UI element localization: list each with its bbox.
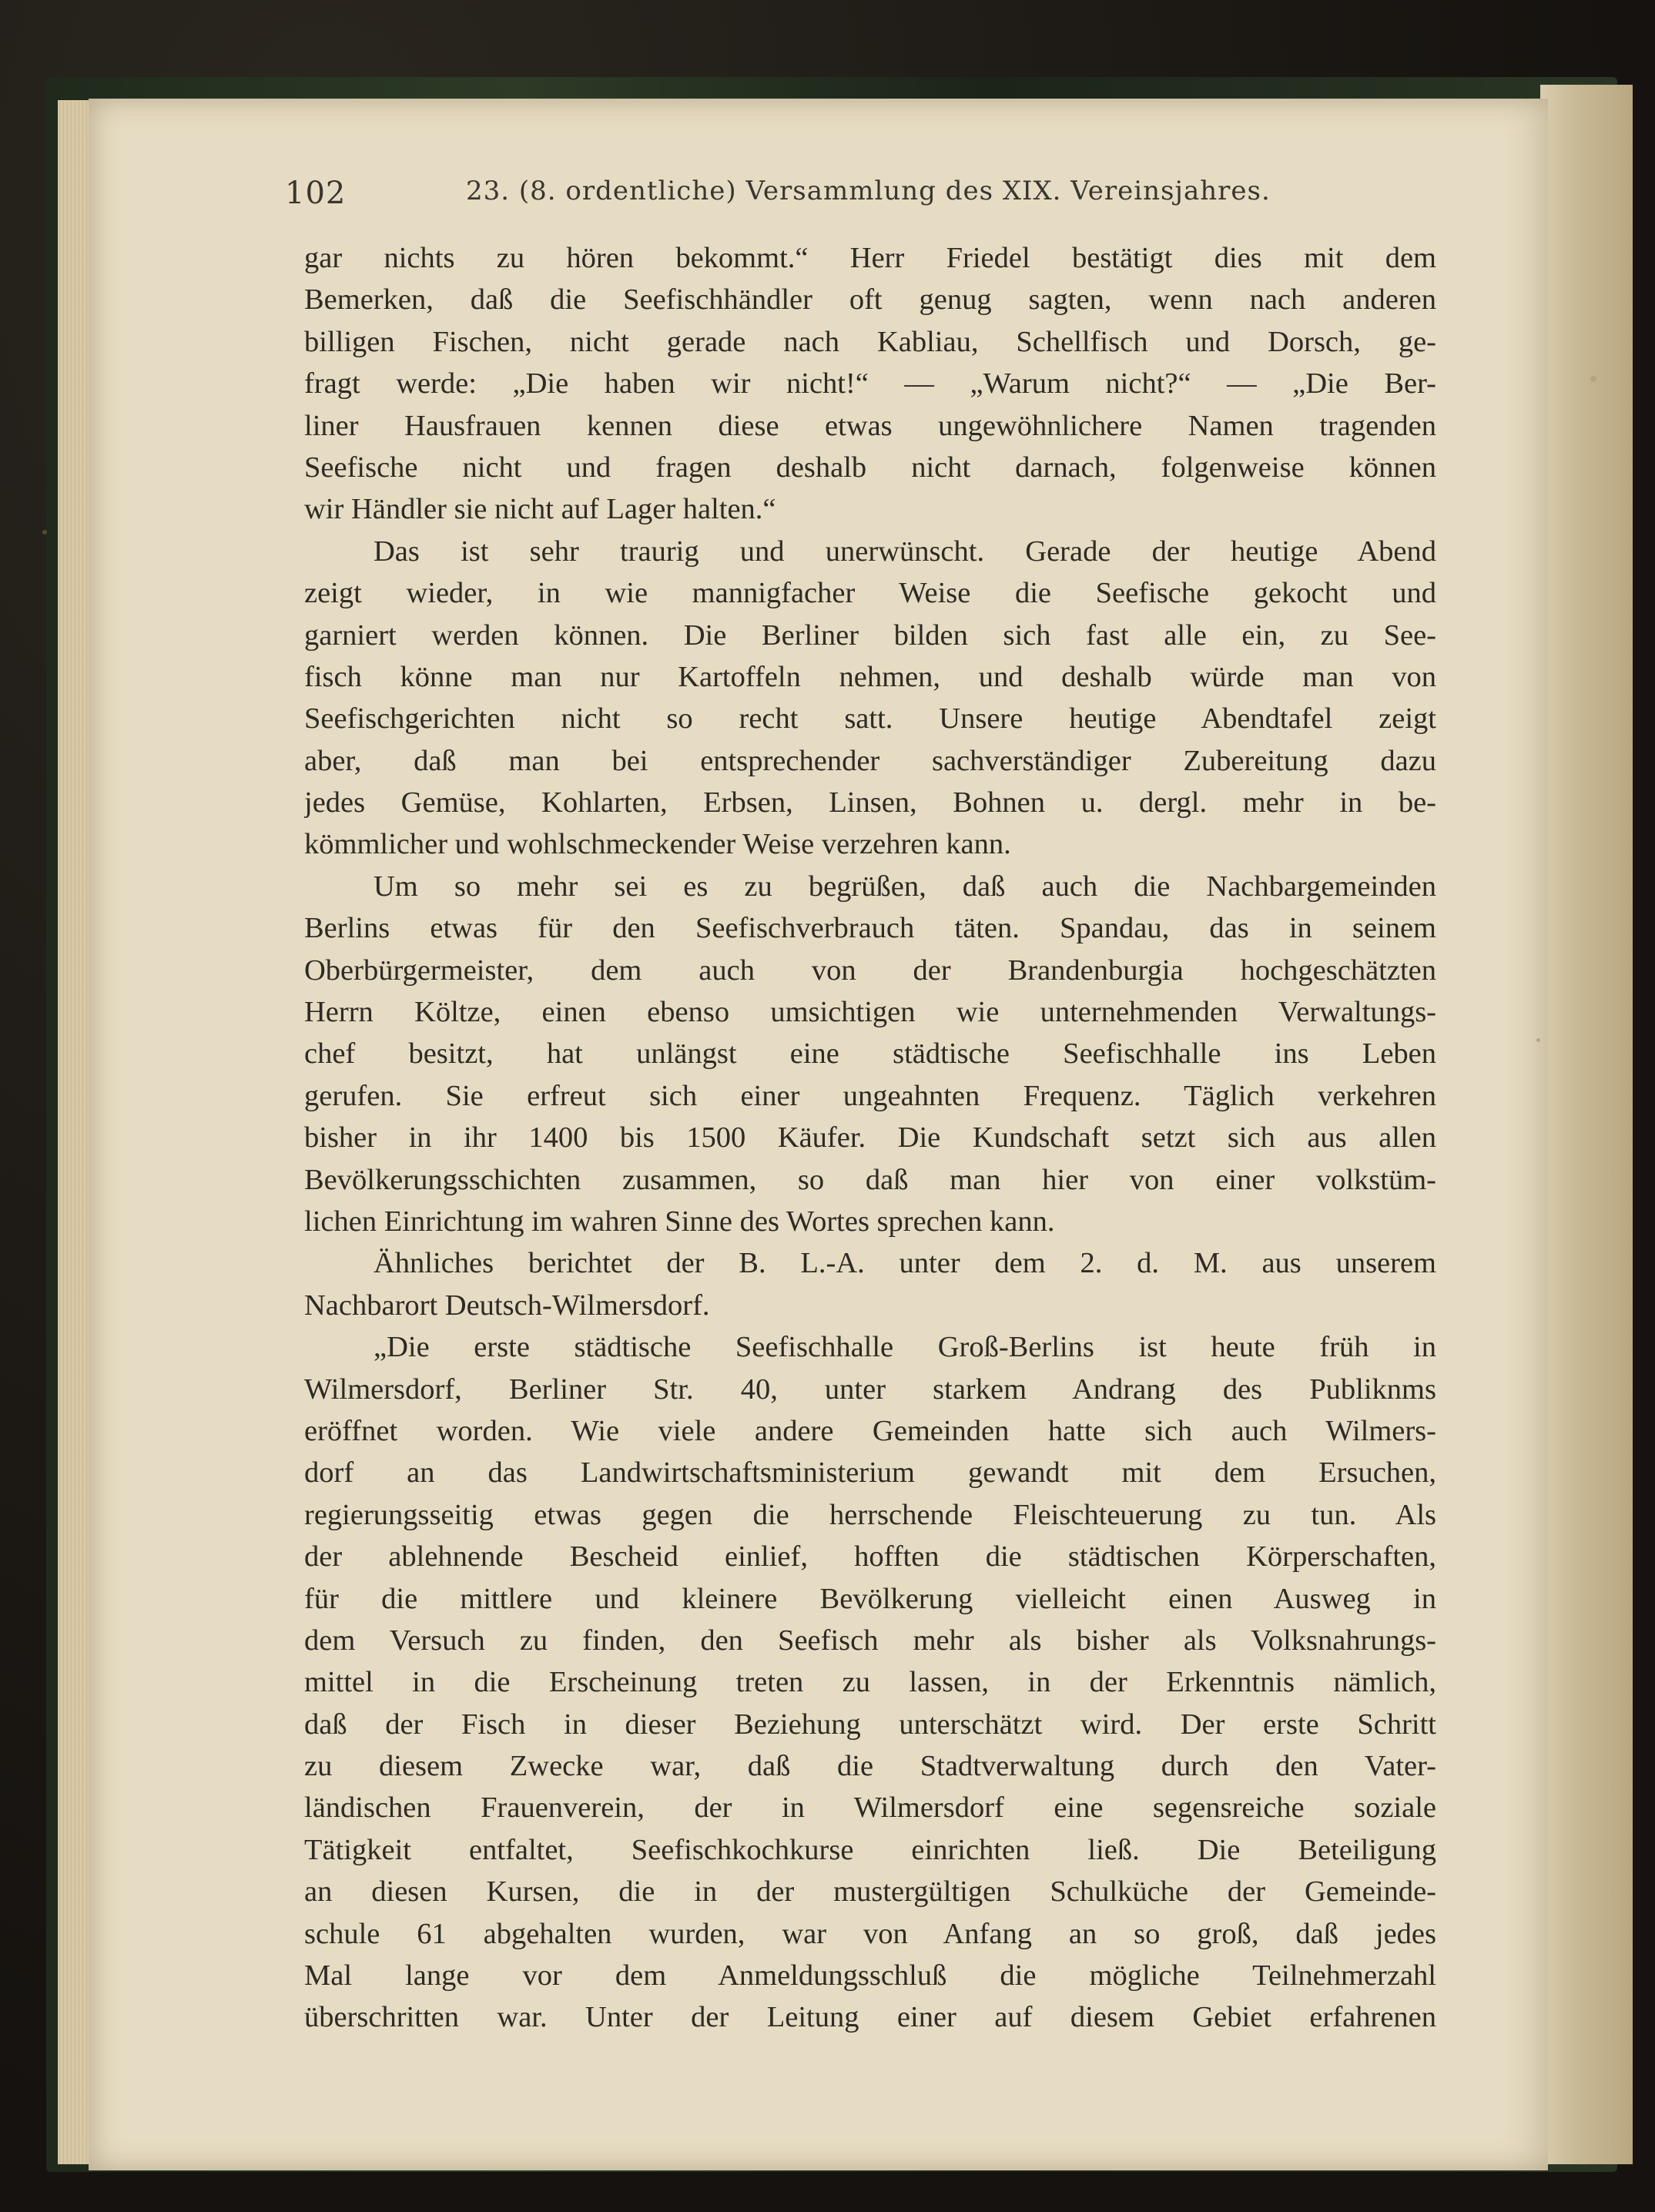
text-line: billigen Fischen, nicht gerade nach Kabliau, Schellfisch und Dorsch, ge- — [304, 325, 1436, 358]
text-line: Seefische nicht und fragen deshalb nicht darnach, folgenweise können — [304, 451, 1436, 484]
text-line: zeigt wieder, in wie mannigfacher Weise die Seefische gekocht und — [304, 577, 1436, 610]
text-line: Bevölkerungsschichten zusammen, so daß man hier von einer volkstüm- — [304, 1163, 1436, 1196]
text-line: Oberbürgermeister, dem auch von der Brandenburgia hochgeschätzten — [304, 954, 1436, 987]
text-line: Ähnliches berichtet der B. L.-A. unter dem 2. d. M. aus unserem — [374, 1247, 1436, 1280]
text-line: daß der Fisch in dieser Beziehung unterschätzt wird. Der erste Schritt — [304, 1708, 1436, 1741]
running-head — [285, 176, 1363, 214]
text-line: jedes Gemüse, Kohlarten, Erbsen, Linsen, Bohnen u. dergl. mehr in be- — [304, 786, 1436, 819]
text-line: Berlins etwas für den Seefischverbrauch täten. Spandau, das in seinem — [304, 912, 1436, 945]
running-head-title: 23. (8. ordentliche) Versammlung des XIX. Vereinsjahres. — [466, 176, 1271, 206]
text-line: mittel in die Erscheinung treten zu lassen, in der Erkenntnis nämlich, — [304, 1666, 1436, 1699]
text-line: dorf an das Landwirtschaftsministerium gewandt mit dem Ersuchen, — [304, 1456, 1436, 1490]
text-line: für die mittlere und kleinere Bevölkerung vielleicht einen Ausweg in — [304, 1582, 1436, 1615]
text-line: schule 61 abgehalten wurden, war von Anfang an so groß, daß jedes — [304, 1917, 1436, 1950]
text-line: Herrn Költze, einen ebenso umsichtigen wie unternehmenden Verwaltungs- — [304, 996, 1436, 1029]
text-line: ländischen Frauenverein, der in Wilmersdorf eine segensreiche soziale — [304, 1791, 1436, 1825]
text-line: Tätigkeit entfaltet, Seefischkochkurse einrichten ließ. Die Beteiligung — [304, 1833, 1436, 1866]
text-line: fragt werde: „Die haben wir nicht!“ — „Warum nicht?“ — „Die Ber- — [304, 367, 1436, 401]
page-number: 102 — [285, 176, 347, 211]
text-line: Bemerken, daß die Seefischhändler oft genug sagten, wenn nach anderen — [304, 283, 1436, 317]
text-line: Seefischgerichten nicht so recht satt. Unsere heutige Abendtafel zeigt — [304, 702, 1436, 736]
paper-blemish — [1536, 1038, 1540, 1042]
text-line: kömmlicher und wohlschmeckender Weise verzehren kann. — [304, 828, 1011, 861]
book-page-stack-right — [1540, 85, 1633, 2164]
text-line: Nachbarort Deutsch-Wilmersdorf. — [304, 1289, 710, 1322]
text-line: bisher in ihr 1400 bis 1500 Käufer. Die Kundschaft setzt sich aus allen — [304, 1121, 1436, 1155]
text-line: „Die erste städtische Seefischhalle Groß-Berlins ist heute früh in — [374, 1331, 1436, 1364]
text-line: fisch könne man nur Kartoffeln nehmen, und deshalb würde man von — [304, 660, 1436, 693]
paper-blemish — [1590, 376, 1596, 382]
text-line: wir Händler sie nicht auf Lager halten.“ — [304, 493, 776, 526]
text-line: Um so mehr sei es zu begrüßen, daß auch die Nachbargemeinden — [374, 870, 1436, 903]
text-line: gar nichts zu hören bekommt.“ Herr Friedel bestätigt dies mit dem — [304, 242, 1436, 274]
text-line: garniert werden können. Die Berliner bilden sich fast alle ein, zu See- — [304, 618, 1436, 652]
paper-blemish — [42, 530, 47, 535]
text-line: der ablehnende Bescheid einlief, hofften die städtischen Körperschaften, — [304, 1540, 1436, 1574]
text-line: lichen Einrichtung im wahren Sinne des Wortes sprechen kann. — [304, 1205, 1055, 1238]
text-line: Wilmersdorf, Berliner Str. 40, unter starkem Andrang des Publiknms — [304, 1372, 1436, 1406]
text-line: zu diesem Zwecke war, daß die Stadtverwaltung durch den Vater- — [304, 1750, 1436, 1783]
text-line: chef besitzt, hat unlängst eine städtische Seefischhalle ins Leben — [304, 1037, 1436, 1071]
text-line: Mal lange vor dem Anmeldungsschluß die mögliche Teilnehmerzahl — [304, 1959, 1436, 1992]
text-line: an diesen Kursen, die in der mustergültigen Schulküche der Gemeinde- — [304, 1875, 1436, 1909]
text-line: gerufen. Sie erfreut sich einer ungeahnten Frequenz. Täglich verkehren — [304, 1079, 1436, 1112]
text-line: aber, daß man bei entsprechender sachverständiger Zubereitung dazu — [304, 744, 1436, 777]
text-line: überschritten war. Unter der Leitung einer auf diesem Gebiet erfahrenen — [304, 2001, 1436, 2034]
text-line: Das ist sehr traurig und unerwünscht. Gerade der heutige Abend — [374, 535, 1436, 568]
text-line: eröffnet worden. Wie viele andere Gemeinden hatte sich auch Wilmers- — [304, 1414, 1436, 1447]
text-line: dem Versuch zu finden, den Seefisch mehr als bisher als Volksnahrungs- — [304, 1624, 1436, 1657]
text-line: regierungsseitig etwas gegen die herrschende Fleischteuerung zu tun. Als — [304, 1498, 1436, 1531]
text-line: liner Hausfrauen kennen diese etwas ungewöhnlichere Namen tragenden — [304, 409, 1436, 442]
body-text — [304, 237, 1436, 2039]
